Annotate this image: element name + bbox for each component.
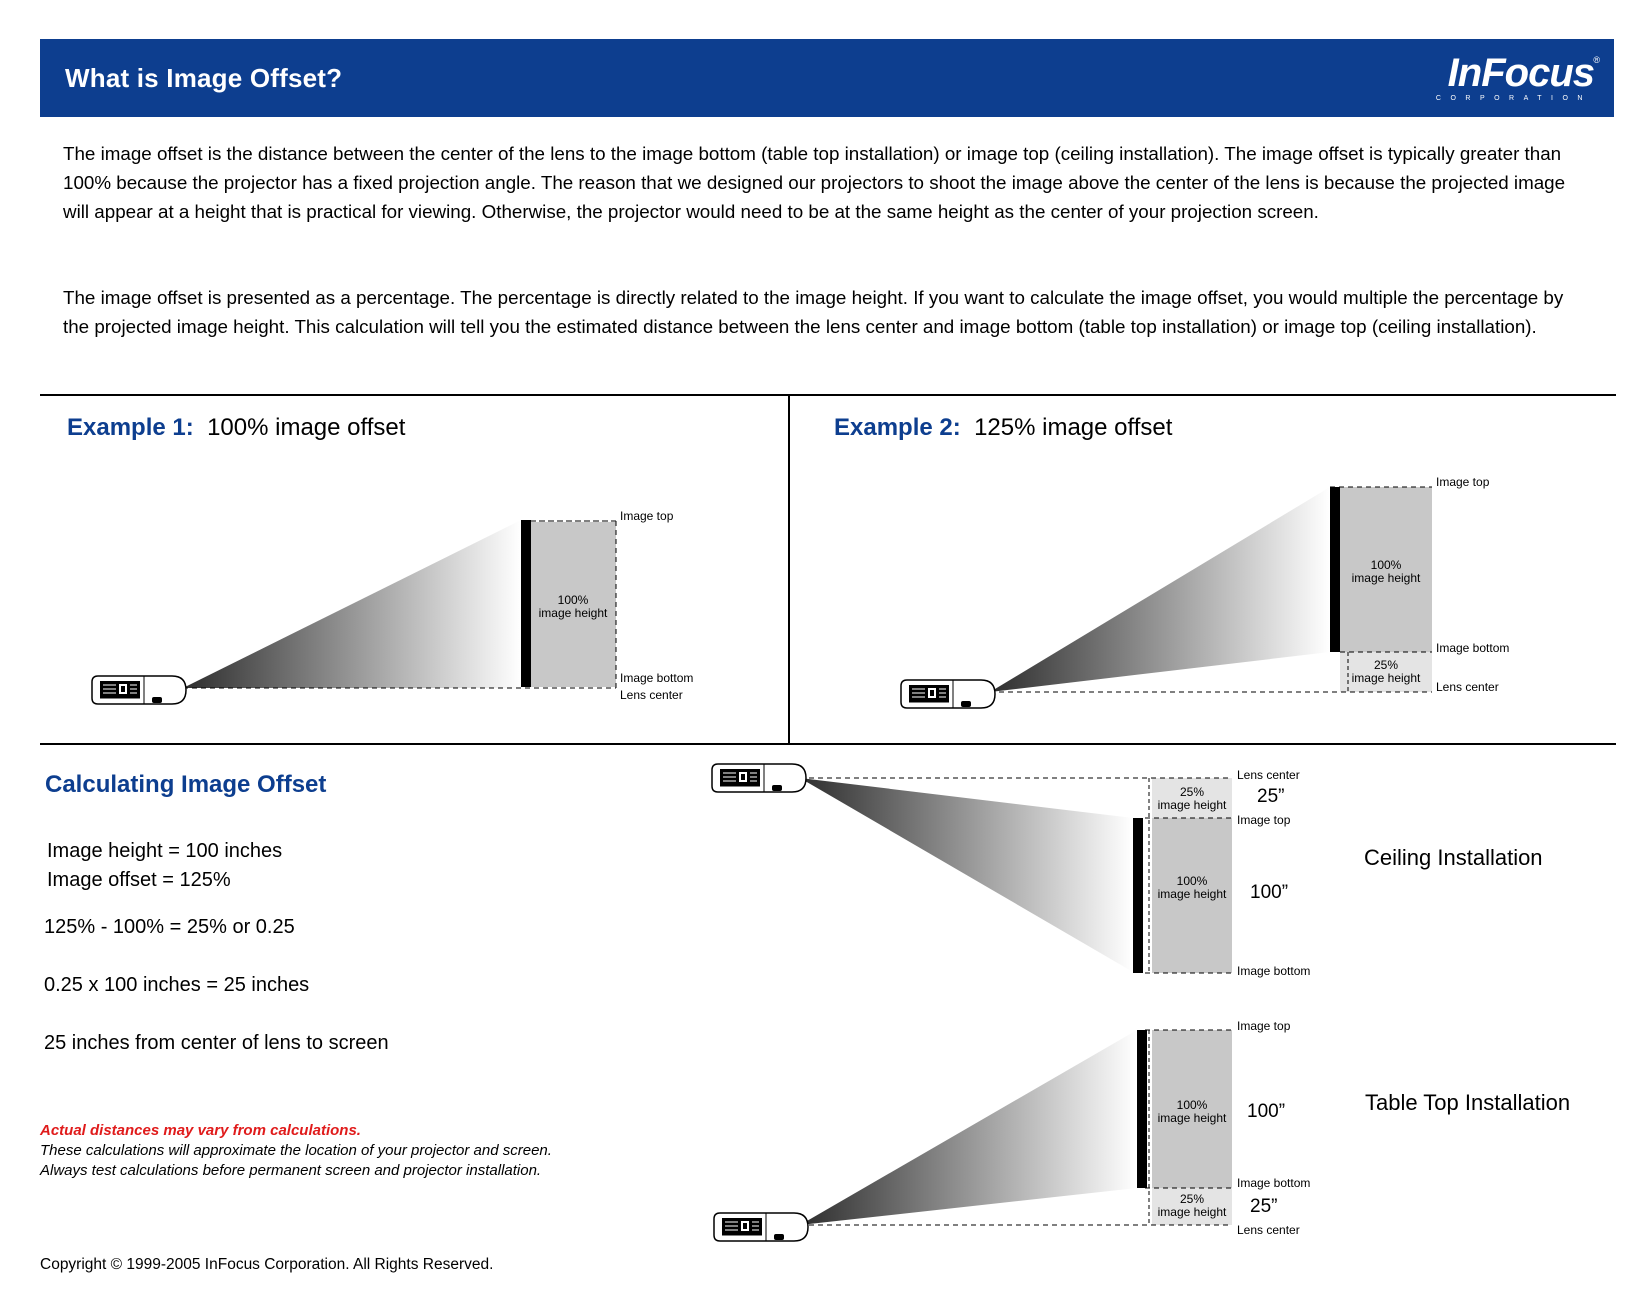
logo-corporation: CORPORATION xyxy=(1435,95,1592,102)
ceiling-beam xyxy=(800,778,1133,972)
footer-copyright: Copyright © 1999-2005 InFocus Corporation. All Rights Reserved. xyxy=(40,1256,494,1273)
example-2-projector-icon xyxy=(901,680,995,708)
ceiling-screen xyxy=(1133,818,1143,973)
tabletop-pct-offset: 25% xyxy=(1179,1192,1205,1206)
calc-title: Calculating Image Offset xyxy=(45,771,327,798)
calc-line-3: 125% - 100% = 25% or 0.25 xyxy=(44,916,295,938)
ceiling-offset-value: 25” xyxy=(1257,786,1285,807)
calc-line-4: 0.25 x 100 inches = 25 inches xyxy=(44,974,310,996)
example-1-image-bottom-label: Image bottom xyxy=(620,671,694,685)
example-2-image-top-label: Image top xyxy=(1436,475,1490,489)
example-2-label: Example 2: xyxy=(834,414,961,441)
intro-paragraph-1: The image offset is the distance between the center of the lens to the image bottom (table top installation) or image top (ceiling installation). The image offset is typically greater than 100% because the projector has a fixed projection angle. The reason that we designed our projectors to shoot the image above the center of the lens is because the projected image will appear at a height that is practical for viewing. Otherwise, the projector would need to be at the same height as the center of your projection screen. xyxy=(63,143,1566,222)
calc-note-2: Always test calculations before permanent screen and projector installation. xyxy=(40,1162,542,1179)
example-2-lens-center-label: Lens center xyxy=(1436,680,1499,694)
example-1-height-text: image height xyxy=(538,606,608,620)
tabletop-caption: Table Top Installation xyxy=(1365,1090,1571,1115)
example-2-height-text-main: image height xyxy=(1351,571,1421,585)
example-2-screen xyxy=(1330,487,1340,652)
ceiling-height-value: 100” xyxy=(1250,882,1289,903)
example-2-pct-main: 100% xyxy=(1370,558,1402,572)
tabletop-image-bottom-label: Image bottom xyxy=(1237,1176,1311,1190)
calc-line-5: 25 inches from center of lens to screen xyxy=(44,1032,389,1054)
calc-warning: Actual distances may vary from calculations. xyxy=(40,1122,361,1139)
example-1-label: Example 1: xyxy=(67,414,194,441)
tabletop-image-height-label xyxy=(1152,1099,1232,1125)
tabletop-image-top-label: Image top xyxy=(1237,1019,1291,1033)
tabletop-height-text-main: image height xyxy=(1157,1111,1227,1125)
ceiling-image-height-label xyxy=(1152,875,1232,901)
example-1-projector-icon xyxy=(92,676,186,704)
calc-note-1: These calculations will approximate the location of your projector and screen. xyxy=(40,1142,552,1159)
calc-line-1: Image height = 100 inches xyxy=(47,840,283,862)
ceiling-pct-offset: 25% xyxy=(1179,785,1205,799)
example-1-image-top-label: Image top xyxy=(620,509,674,523)
example-2-beam xyxy=(990,487,1330,692)
example-1-beam xyxy=(183,520,521,688)
example-2-pct-offset: 25% xyxy=(1373,658,1399,672)
tabletop-beam xyxy=(800,1030,1137,1225)
tabletop-screen xyxy=(1137,1030,1147,1188)
ceiling-lens-center-label: Lens center xyxy=(1237,768,1300,782)
logo-registered-mark: ® xyxy=(1593,55,1600,65)
example-2-offset-height-label xyxy=(1340,659,1432,685)
ceiling-projector-icon xyxy=(712,764,806,792)
intro-paragraph-2: The image offset is presented as a percentage. The percentage is directly related to the image height. If you want to calculate the image offset, you would multiple the percentage by the projected image height. This calculation will tell you the estimated distance between the lens center and image bottom (table top installation) or image top (ceiling installation). xyxy=(63,287,1564,337)
example-1-pct: 100% xyxy=(557,593,589,607)
page-title: What is Image Offset? xyxy=(65,63,343,93)
ceiling-caption: Ceiling Installation xyxy=(1364,845,1543,870)
ceiling-height-text-main: image height xyxy=(1157,887,1227,901)
tabletop-height-value: 100” xyxy=(1247,1101,1286,1122)
example-1-lens-center-label: Lens center xyxy=(620,688,683,702)
ceiling-offset-height-label xyxy=(1152,786,1232,812)
tabletop-projector-icon xyxy=(714,1213,808,1241)
ceiling-image-bottom-label: Image bottom xyxy=(1237,964,1311,978)
example-1-image-height-label xyxy=(530,594,616,620)
tabletop-lens-center-label: Lens center xyxy=(1237,1223,1300,1237)
example-1-value: 100% image offset xyxy=(207,414,406,441)
ceiling-pct-main: 100% xyxy=(1176,874,1208,888)
ceiling-image-top-label: Image top xyxy=(1237,813,1291,827)
tabletop-offset-value: 25” xyxy=(1250,1196,1278,1217)
logo-wordmark: InFocus xyxy=(1447,51,1594,95)
example-2-height-text-offset: image height xyxy=(1351,671,1421,685)
tabletop-offset-height-label xyxy=(1152,1193,1232,1219)
example-2-image-height-label xyxy=(1340,559,1432,585)
calc-line-2: Image offset = 125% xyxy=(47,869,231,891)
tabletop-pct-main: 100% xyxy=(1176,1098,1208,1112)
example-2-value: 125% image offset xyxy=(974,414,1173,441)
ceiling-height-text-offset: image height xyxy=(1157,798,1227,812)
example-2-image-bottom-label: Image bottom xyxy=(1436,641,1510,655)
tabletop-height-text-offset: image height xyxy=(1157,1205,1227,1219)
